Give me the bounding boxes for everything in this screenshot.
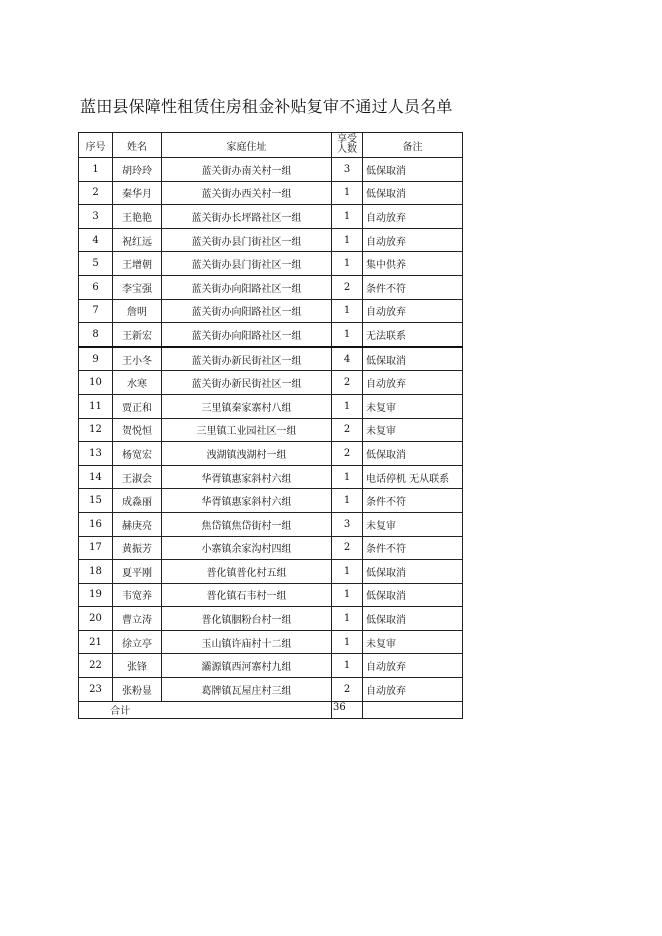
table-body [79, 158, 463, 702]
table-row [79, 205, 463, 229]
row-note: 条件不符 [363, 275, 463, 299]
row-count: 1 [332, 205, 363, 229]
row-count: 1 [332, 489, 363, 513]
table-row [79, 536, 463, 560]
row-no: 15 [79, 489, 113, 513]
row-note: 条件不符 [363, 536, 463, 560]
row-name: 张粉显 [113, 678, 162, 702]
total-count: 36 [332, 701, 363, 718]
row-note: 低保取消 [363, 347, 463, 371]
row-address: 蓝关街办南关村一组 [162, 158, 332, 182]
row-address: 焦岱镇焦岱街村一组 [162, 512, 332, 536]
row-address: 普化镇普化村五组 [162, 560, 332, 584]
table-row [79, 252, 463, 276]
row-count: 2 [332, 442, 363, 466]
row-name: 秦华月 [113, 181, 162, 205]
total-empty-note [363, 701, 463, 718]
row-count: 1 [332, 181, 363, 205]
row-no: 4 [79, 228, 113, 252]
row-count: 1 [332, 299, 363, 323]
table-row [79, 489, 463, 513]
table-row [79, 371, 463, 395]
table-row [79, 465, 463, 489]
row-count: 1 [332, 465, 363, 489]
row-name: 韦宽养 [113, 583, 162, 607]
header-name: 姓名 [113, 133, 162, 158]
table-row [79, 275, 463, 299]
row-address: 蓝关街办新民街社区一组 [162, 371, 332, 395]
row-count: 3 [332, 512, 363, 536]
row-no: 11 [79, 394, 113, 418]
row-note: 低保取消 [363, 583, 463, 607]
row-note: 集中供养 [363, 252, 463, 276]
table-row [79, 347, 463, 371]
row-no: 19 [79, 583, 113, 607]
row-name: 夏平刚 [113, 560, 162, 584]
table-row [79, 654, 463, 678]
row-address: 蓝关街办西关村一组 [162, 181, 332, 205]
row-name: 王小冬 [113, 347, 162, 371]
row-no: 23 [79, 678, 113, 702]
row-name: 詹明 [113, 299, 162, 323]
row-name: 贾正和 [113, 394, 162, 418]
row-name: 胡玲玲 [113, 158, 162, 182]
row-address: 蓝关街办县门街社区一组 [162, 228, 332, 252]
row-count: 1 [332, 394, 363, 418]
table-row [79, 181, 463, 205]
row-count: 1 [332, 654, 363, 678]
row-name: 王艳艳 [113, 205, 162, 229]
row-no: 10 [79, 371, 113, 395]
row-note: 低保取消 [363, 158, 463, 182]
row-count: 1 [332, 323, 363, 347]
row-note: 自动放弃 [363, 228, 463, 252]
total-label: 合计 [79, 701, 162, 718]
table-row [79, 299, 463, 323]
row-count: 2 [332, 275, 363, 299]
table-row [79, 418, 463, 442]
row-address: 玉山镇许庙村十二组 [162, 630, 332, 654]
table-row [79, 630, 463, 654]
row-count: 1 [332, 630, 363, 654]
row-count: 3 [332, 158, 363, 182]
row-count: 2 [332, 678, 363, 702]
table-row [79, 158, 463, 182]
row-name: 王增朝 [113, 252, 162, 276]
row-name: 徐立亭 [113, 630, 162, 654]
row-name: 李宝强 [113, 275, 162, 299]
row-note: 未复审 [363, 394, 463, 418]
row-count: 1 [332, 560, 363, 584]
header-count-line1: 享受 [337, 134, 357, 145]
row-no: 7 [79, 299, 113, 323]
row-no: 17 [79, 536, 113, 560]
row-address: 蓝关街办向阳路社区一组 [162, 323, 332, 347]
row-count: 2 [332, 536, 363, 560]
recipient-table [78, 132, 463, 719]
row-address: 蓝关街办新民街社区一组 [162, 347, 332, 371]
row-note: 未复审 [363, 630, 463, 654]
table-row [79, 512, 463, 536]
row-name: 张锋 [113, 654, 162, 678]
row-note: 电话停机 无从联系 [363, 465, 463, 489]
row-note: 未复审 [363, 512, 463, 536]
row-name: 贺悦恒 [113, 418, 162, 442]
header-note: 备注 [363, 133, 463, 158]
header-count-line2: 人数 [337, 144, 357, 155]
row-address: 洩湖镇洩湖村一组 [162, 442, 332, 466]
row-address: 蓝关街办县门街社区一组 [162, 252, 332, 276]
row-no: 3 [79, 205, 113, 229]
header-address: 家庭住址 [162, 133, 332, 158]
row-count: 2 [332, 371, 363, 395]
row-address: 华胥镇惠家斜村六组 [162, 489, 332, 513]
table-row [79, 442, 463, 466]
table-row [79, 560, 463, 584]
row-address: 灞源镇西河寨村九组 [162, 654, 332, 678]
row-name: 赫庚亮 [113, 512, 162, 536]
table-row [79, 394, 463, 418]
row-name: 曹立涛 [113, 607, 162, 631]
row-note: 未复审 [363, 418, 463, 442]
table-row [79, 228, 463, 252]
row-address: 蓝关街办长坪路社区一组 [162, 205, 332, 229]
row-count: 2 [332, 418, 363, 442]
row-note: 自动放弃 [363, 205, 463, 229]
row-no: 2 [79, 181, 113, 205]
row-address: 蓝关街办向阳路社区一组 [162, 275, 332, 299]
row-no: 21 [79, 630, 113, 654]
row-count: 1 [332, 583, 363, 607]
table-row [79, 678, 463, 702]
row-name: 黄振芳 [113, 536, 162, 560]
row-no: 16 [79, 512, 113, 536]
row-no: 6 [79, 275, 113, 299]
row-no: 12 [79, 418, 113, 442]
row-note: 无法联系 [363, 323, 463, 347]
row-name: 王淑会 [113, 465, 162, 489]
page-title: 蓝田县保障性租赁住房租金补贴复审不通过人员名单 [80, 97, 453, 116]
row-no: 22 [79, 654, 113, 678]
row-address: 普化镇胭粉台村一组 [162, 607, 332, 631]
row-no: 18 [79, 560, 113, 584]
table-row [79, 323, 463, 347]
row-address: 小寨镇余家沟村四组 [162, 536, 332, 560]
row-address: 华胥镇惠家斜村六组 [162, 465, 332, 489]
table-header-row [79, 133, 463, 158]
total-empty-address [162, 701, 332, 718]
total-row [79, 701, 463, 718]
row-name: 王新宏 [113, 323, 162, 347]
row-note: 自动放弃 [363, 654, 463, 678]
row-address: 葛牌镇瓦屋庄村三组 [162, 678, 332, 702]
row-no: 9 [79, 347, 113, 371]
row-no: 8 [79, 323, 113, 347]
row-name: 成淼丽 [113, 489, 162, 513]
row-note: 自动放弃 [363, 678, 463, 702]
row-count: 4 [332, 347, 363, 371]
row-address: 三里镇秦家寨村八组 [162, 394, 332, 418]
row-no: 13 [79, 442, 113, 466]
row-note: 自动放弃 [363, 299, 463, 323]
row-no: 14 [79, 465, 113, 489]
row-note: 低保取消 [363, 181, 463, 205]
row-note: 低保取消 [363, 607, 463, 631]
row-no: 1 [79, 158, 113, 182]
row-no: 20 [79, 607, 113, 631]
row-name: 杨宽宏 [113, 442, 162, 466]
row-no: 5 [79, 252, 113, 276]
row-name: 水寒 [113, 371, 162, 395]
row-count: 1 [332, 607, 363, 631]
row-count: 1 [332, 252, 363, 276]
table-row [79, 607, 463, 631]
row-address: 蓝关街办向阳路社区一组 [162, 299, 332, 323]
row-note: 自动放弃 [363, 371, 463, 395]
header-count [332, 133, 363, 158]
row-note: 低保取消 [363, 560, 463, 584]
row-address: 普化镇石韦村一组 [162, 583, 332, 607]
row-note: 条件不符 [363, 489, 463, 513]
row-count: 1 [332, 228, 363, 252]
header-no: 序号 [79, 133, 113, 158]
row-address: 三里镇工业园社区一组 [162, 418, 332, 442]
row-note: 低保取消 [363, 442, 463, 466]
table-row [79, 583, 463, 607]
row-name: 祝红远 [113, 228, 162, 252]
